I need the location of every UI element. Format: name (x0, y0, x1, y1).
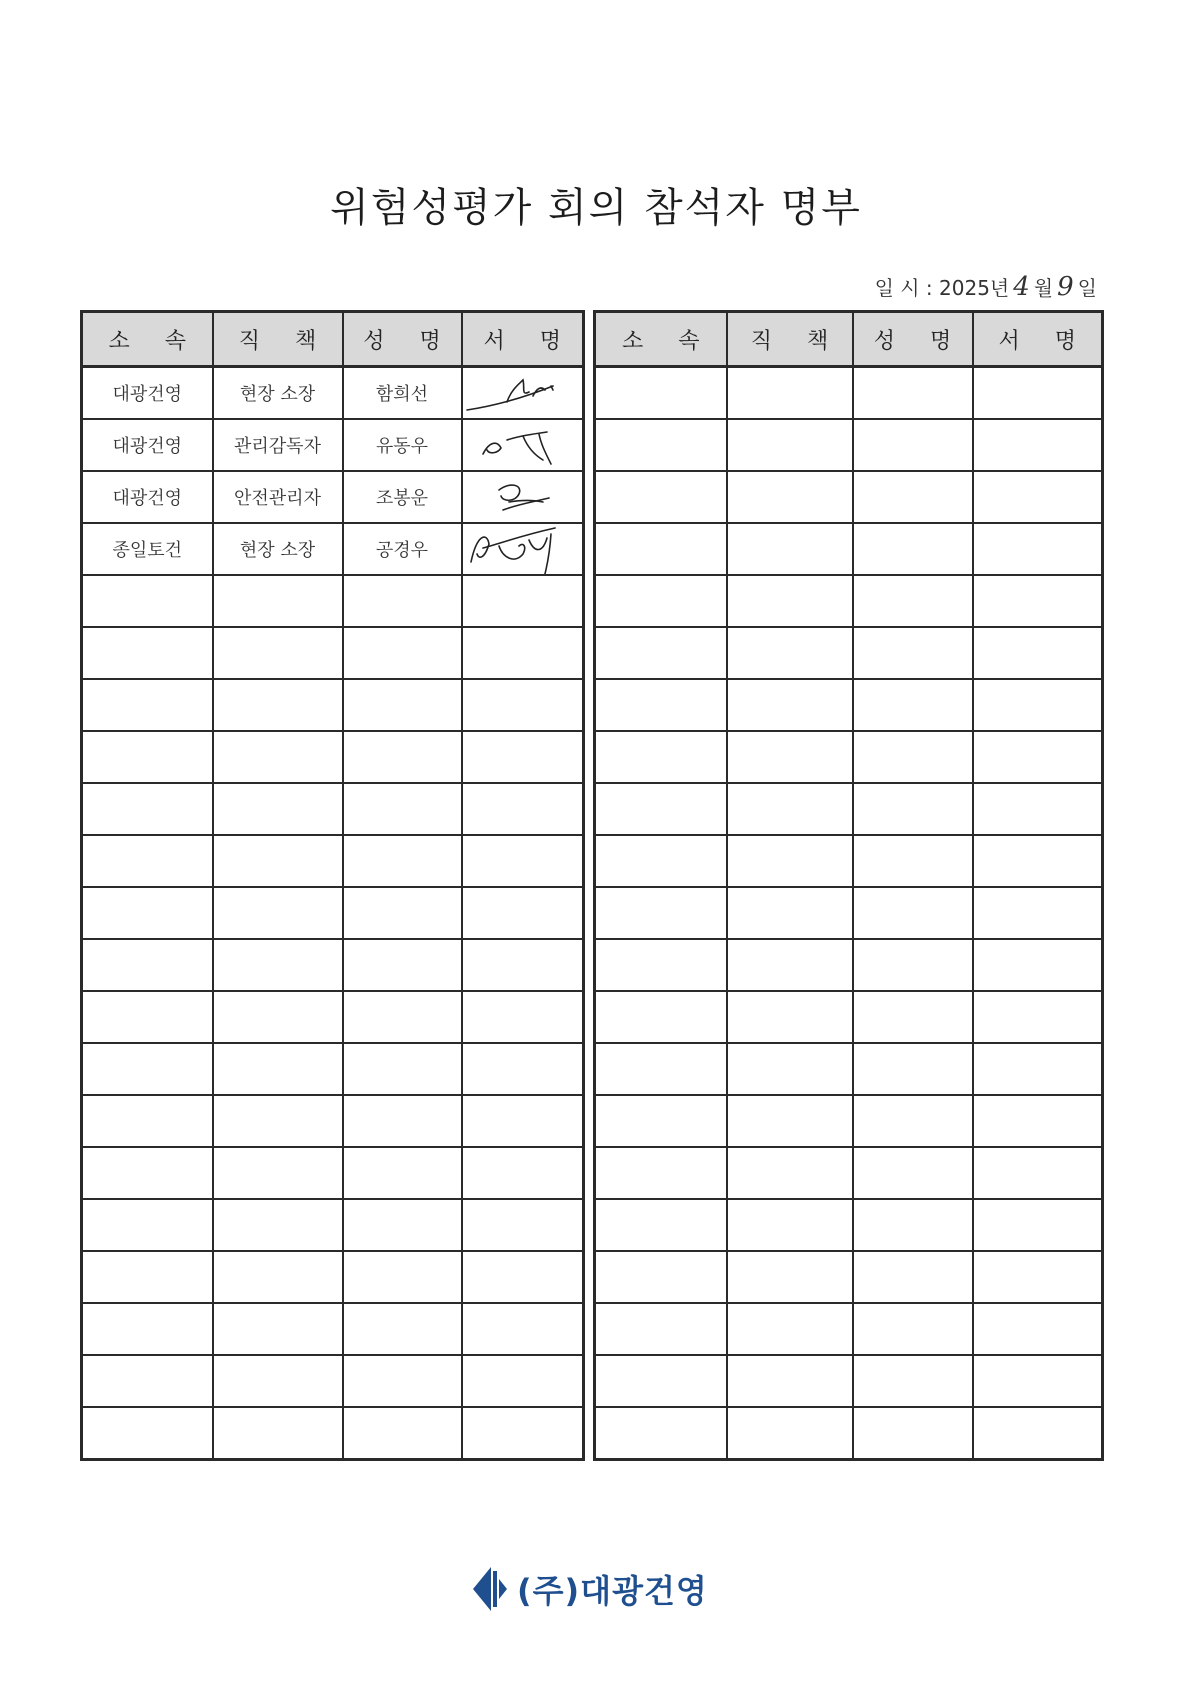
cell-position (213, 1095, 343, 1147)
table-row (82, 419, 584, 471)
cell-signature (973, 471, 1103, 523)
cell-name (343, 575, 462, 627)
document-title: 위험성평가 회의 참석자 명부 (330, 185, 862, 231)
cell-position (213, 783, 343, 835)
date-label: 일 시 : 2025년 (874, 276, 1010, 300)
cell-position (213, 1303, 343, 1355)
table-row (595, 1355, 1103, 1407)
table-row (82, 1303, 584, 1355)
cell-affiliation (82, 1095, 213, 1147)
cell-name: 함희선 (343, 367, 462, 420)
cell-position (213, 835, 343, 887)
cell-position (727, 471, 853, 523)
cell-position (213, 1043, 343, 1095)
cell-affiliation (82, 1251, 213, 1303)
cell-name (853, 783, 973, 835)
cell-signature (462, 939, 584, 991)
table-row (82, 1251, 584, 1303)
handwritten-signature (463, 524, 573, 574)
table-row (82, 835, 584, 887)
header-name: 성 명 (853, 312, 973, 367)
cell-affiliation: 대광건영 (82, 471, 213, 523)
table-row (82, 523, 584, 575)
cell-affiliation (595, 1407, 727, 1460)
cell-signature (462, 367, 584, 420)
cell-position (727, 1095, 853, 1147)
table-row (82, 1355, 584, 1407)
cell-name (853, 1303, 973, 1355)
cell-signature (973, 991, 1103, 1043)
cell-name (853, 939, 973, 991)
cell-position (727, 575, 853, 627)
cell-position (727, 419, 853, 471)
table-row (82, 783, 584, 835)
table-row (595, 731, 1103, 783)
cell-affiliation (82, 783, 213, 835)
cell-position (727, 939, 853, 991)
cell-position (213, 575, 343, 627)
table-row (595, 939, 1103, 991)
cell-name (853, 575, 973, 627)
table-row (595, 835, 1103, 887)
cell-signature (973, 939, 1103, 991)
cell-signature (973, 1095, 1103, 1147)
cell-name: 조봉운 (343, 471, 462, 523)
company-logo (473, 1566, 708, 1612)
cell-signature (973, 783, 1103, 835)
cell-affiliation (82, 835, 213, 887)
cell-affiliation (82, 627, 213, 679)
table-row (595, 523, 1103, 575)
handwritten-signature (463, 420, 573, 470)
cell-signature (462, 1147, 584, 1199)
cell-name (853, 523, 973, 575)
table-row (82, 939, 584, 991)
header-name: 성 명 (343, 312, 462, 367)
cell-position (727, 523, 853, 575)
cell-position (727, 679, 853, 731)
cell-name (853, 835, 973, 887)
cell-signature (462, 679, 584, 731)
table-row (595, 1095, 1103, 1147)
table-row (82, 679, 584, 731)
cell-affiliation (595, 1199, 727, 1251)
cell-name (343, 1407, 462, 1460)
cell-position (727, 1043, 853, 1095)
header-position: 직 책 (727, 312, 853, 367)
table-row (595, 1043, 1103, 1095)
handwritten-signature (463, 472, 573, 522)
cell-name (343, 887, 462, 939)
cell-affiliation (595, 991, 727, 1043)
cell-name (343, 1251, 462, 1303)
cell-signature (462, 419, 584, 471)
cell-name (343, 783, 462, 835)
cell-affiliation (595, 939, 727, 991)
cell-name (853, 1147, 973, 1199)
cell-signature (973, 575, 1103, 627)
attendee-table-left (80, 310, 585, 1461)
table-row (595, 1303, 1103, 1355)
cell-affiliation (82, 1407, 213, 1460)
cell-affiliation (595, 835, 727, 887)
cell-name (853, 731, 973, 783)
date-month-handwritten: 4 (1013, 272, 1030, 302)
cell-signature (462, 523, 584, 575)
cell-position (213, 1407, 343, 1460)
cell-signature (462, 783, 584, 835)
table-row (82, 471, 584, 523)
cell-affiliation (82, 939, 213, 991)
date-day-unit: 일 (1077, 276, 1097, 300)
table-row (82, 991, 584, 1043)
table-header-row (595, 312, 1103, 367)
table-row (82, 731, 584, 783)
attendee-table-right (593, 310, 1104, 1461)
cell-position (213, 939, 343, 991)
cell-affiliation (595, 731, 727, 783)
cell-signature (462, 627, 584, 679)
cell-position (727, 783, 853, 835)
cell-name (853, 1355, 973, 1407)
cell-affiliation (595, 367, 727, 420)
table-row (595, 1251, 1103, 1303)
cell-name (853, 679, 973, 731)
cell-signature (462, 835, 584, 887)
cell-signature (462, 731, 584, 783)
cell-signature (973, 367, 1103, 420)
cell-name (853, 1199, 973, 1251)
cell-name (343, 991, 462, 1043)
cell-affiliation (82, 1147, 213, 1199)
cell-affiliation (82, 887, 213, 939)
header-affiliation: 소 속 (82, 312, 213, 367)
cell-affiliation (595, 1355, 727, 1407)
cell-affiliation (595, 1043, 727, 1095)
table-row (82, 1095, 584, 1147)
cell-name (343, 1147, 462, 1199)
cell-position (727, 887, 853, 939)
cell-affiliation (595, 1303, 727, 1355)
cell-position (727, 1199, 853, 1251)
cell-name (853, 887, 973, 939)
cell-affiliation: 대광건영 (82, 419, 213, 471)
cell-signature (462, 1199, 584, 1251)
cell-affiliation (595, 1251, 727, 1303)
cell-position (727, 835, 853, 887)
cell-name (343, 1199, 462, 1251)
cell-signature (973, 1251, 1103, 1303)
cell-signature (973, 1199, 1103, 1251)
cell-name (853, 1043, 973, 1095)
cell-affiliation (595, 1095, 727, 1147)
table-row (595, 887, 1103, 939)
meeting-date (875, 272, 1097, 302)
header-signature: 서 명 (462, 312, 584, 367)
cell-affiliation: 종일토건 (82, 523, 213, 575)
table-row (82, 367, 584, 420)
table-row (82, 1199, 584, 1251)
cell-affiliation (82, 731, 213, 783)
cell-name (343, 1043, 462, 1095)
cell-affiliation (82, 1303, 213, 1355)
table-row (82, 887, 584, 939)
date-month-unit: 월 (1033, 276, 1054, 300)
cell-name: 유동우 (343, 419, 462, 471)
table-row (595, 1147, 1103, 1199)
cell-signature (973, 679, 1103, 731)
cell-signature (973, 523, 1103, 575)
cell-signature (973, 731, 1103, 783)
cell-position (727, 1355, 853, 1407)
cell-position (213, 731, 343, 783)
cell-signature (973, 1303, 1103, 1355)
table-row (595, 419, 1103, 471)
cell-name (853, 471, 973, 523)
cell-affiliation (595, 575, 727, 627)
cell-position: 안전관리자 (213, 471, 343, 523)
cell-name (853, 1095, 973, 1147)
table-row (82, 1407, 584, 1460)
cell-signature (973, 1147, 1103, 1199)
cell-name (343, 627, 462, 679)
cell-name (343, 1355, 462, 1407)
cell-affiliation (595, 523, 727, 575)
cell-position (213, 679, 343, 731)
cell-position: 현장 소장 (213, 367, 343, 420)
cell-position (727, 1407, 853, 1460)
cell-name (343, 835, 462, 887)
cell-affiliation (595, 627, 727, 679)
cell-position (727, 731, 853, 783)
cell-signature (462, 575, 584, 627)
cell-name (343, 679, 462, 731)
cell-affiliation (595, 471, 727, 523)
cell-position (727, 991, 853, 1043)
cell-position (213, 1147, 343, 1199)
cell-affiliation (595, 887, 727, 939)
cell-affiliation (595, 783, 727, 835)
cell-affiliation (595, 419, 727, 471)
table-row (595, 991, 1103, 1043)
cell-position (213, 887, 343, 939)
table-row (595, 575, 1103, 627)
header-position: 직 책 (213, 312, 343, 367)
cell-position: 현장 소장 (213, 523, 343, 575)
cell-signature (462, 1251, 584, 1303)
cell-name (343, 731, 462, 783)
table-row (595, 679, 1103, 731)
cell-position (727, 1251, 853, 1303)
table-row (82, 575, 584, 627)
cell-signature (462, 1303, 584, 1355)
cell-name (853, 367, 973, 420)
cell-name (853, 1251, 973, 1303)
cell-affiliation: 대광건영 (82, 367, 213, 420)
cell-position (213, 1251, 343, 1303)
cell-name (853, 1407, 973, 1460)
cell-affiliation (82, 1355, 213, 1407)
table-row (82, 627, 584, 679)
cell-position (727, 627, 853, 679)
date-day-handwritten: 9 (1057, 272, 1074, 302)
cell-name (343, 1095, 462, 1147)
cell-signature (462, 1407, 584, 1460)
cell-signature (973, 1355, 1103, 1407)
cell-position (727, 1147, 853, 1199)
cell-signature (973, 887, 1103, 939)
cell-affiliation (82, 1199, 213, 1251)
cell-position (213, 991, 343, 1043)
company-logo-icon (473, 1567, 507, 1611)
cell-signature (462, 991, 584, 1043)
table-row (595, 1199, 1103, 1251)
cell-position (213, 1355, 343, 1407)
cell-signature (462, 1095, 584, 1147)
cell-signature (462, 1043, 584, 1095)
cell-name (853, 627, 973, 679)
cell-position (213, 627, 343, 679)
cell-name (853, 419, 973, 471)
cell-position: 관리감독자 (213, 419, 343, 471)
cell-signature (973, 1407, 1103, 1460)
table-row (82, 1043, 584, 1095)
cell-signature (462, 1355, 584, 1407)
cell-signature (973, 835, 1103, 887)
cell-position (727, 367, 853, 420)
cell-affiliation (82, 575, 213, 627)
cell-affiliation (595, 1147, 727, 1199)
cell-name (343, 1303, 462, 1355)
cell-affiliation (595, 679, 727, 731)
cell-signature (973, 627, 1103, 679)
cell-affiliation (82, 1043, 213, 1095)
cell-position (727, 1303, 853, 1355)
table-row (595, 471, 1103, 523)
cell-name (853, 991, 973, 1043)
cell-name: 공경우 (343, 523, 462, 575)
cell-signature (462, 471, 584, 523)
header-affiliation: 소 속 (595, 312, 727, 367)
header-signature: 서 명 (973, 312, 1103, 367)
table-row (595, 367, 1103, 420)
cell-signature (973, 1043, 1103, 1095)
handwritten-signature (463, 368, 573, 418)
cell-name (343, 939, 462, 991)
table-row (595, 627, 1103, 679)
table-row (595, 1407, 1103, 1460)
table-row (82, 1147, 584, 1199)
cell-signature (973, 419, 1103, 471)
cell-affiliation (82, 679, 213, 731)
table-header-row (82, 312, 584, 367)
cell-affiliation (82, 991, 213, 1043)
company-name: (주)대광건영 (517, 1572, 708, 1610)
cell-signature (462, 887, 584, 939)
table-row (595, 783, 1103, 835)
cell-position (213, 1199, 343, 1251)
